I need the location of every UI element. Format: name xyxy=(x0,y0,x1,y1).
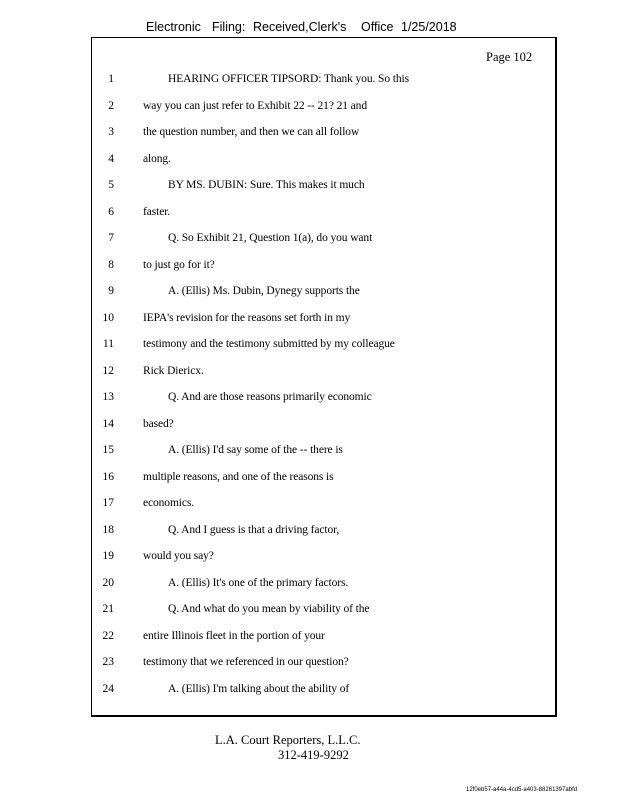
line-text: way you can just refer to Exhibit 22 -- 21? 21 and xyxy=(143,99,367,112)
line-number: 22 xyxy=(102,629,114,642)
line-text: would you say? xyxy=(143,550,214,562)
header-office: Office xyxy=(361,20,394,34)
line-number: 21 xyxy=(102,603,114,615)
transcript-line xyxy=(0,179,618,195)
transcript-line xyxy=(0,153,618,169)
line-number: 18 xyxy=(102,523,114,536)
transcript-line xyxy=(0,577,618,593)
line-number: 9 xyxy=(108,285,114,297)
transcript-line xyxy=(0,365,618,381)
line-text: entire Illinois fleet in the portion of your xyxy=(143,629,325,642)
transcript-line xyxy=(0,418,618,434)
footer-phone: 312-419-9292 xyxy=(278,748,349,762)
transcript-line xyxy=(0,603,618,619)
transcript-line xyxy=(0,285,618,301)
line-number: 19 xyxy=(102,550,114,562)
line-number: 12 xyxy=(102,364,114,377)
transcript-line xyxy=(0,497,618,513)
transcript-line xyxy=(0,338,618,354)
document-id: 12f0eb57-a44a-4cd5-a403-88261397abfd xyxy=(466,787,578,793)
line-number: 13 xyxy=(102,391,114,403)
transcript-line xyxy=(0,656,618,672)
line-number: 11 xyxy=(102,338,114,350)
footer-company: L.A. Court Reporters, L.L.C. xyxy=(215,733,361,747)
line-number: 1 xyxy=(108,73,114,85)
line-text: Q. And are those reasons primarily economic xyxy=(168,391,372,403)
line-text: Q. And I guess is that a driving factor, xyxy=(168,523,340,536)
line-number: 24 xyxy=(102,682,114,695)
transcript-line xyxy=(0,683,618,699)
line-text: A. (Ellis) It's one of the primary factors. xyxy=(168,576,349,589)
line-text: along. xyxy=(143,152,171,165)
line-text: A. (Ellis) I'm talking about the ability of xyxy=(168,682,350,695)
line-number: 2 xyxy=(108,99,114,112)
line-text: economics. xyxy=(143,497,195,509)
transcript-line xyxy=(0,312,618,328)
line-text: testimony that we referenced in our question? xyxy=(143,656,349,668)
transcript-line xyxy=(0,524,618,540)
header-filing: Filing: xyxy=(212,20,246,34)
line-text: testimony and the testimony submitted by my colleague xyxy=(143,338,395,350)
line-number: 15 xyxy=(102,444,114,456)
line-number: 6 xyxy=(108,205,114,218)
transcript-line xyxy=(0,391,618,407)
line-text: A. (Ellis) I'd say some of the -- there is xyxy=(168,444,343,456)
transcript-line xyxy=(0,550,618,566)
line-number: 17 xyxy=(102,497,114,509)
line-number: 10 xyxy=(102,311,114,324)
line-text: to just go for it? xyxy=(143,258,215,271)
line-number: 4 xyxy=(108,152,114,165)
header-date: 1/25/2018 xyxy=(401,20,457,34)
transcript-line xyxy=(0,259,618,275)
line-text: Q. And what do you mean by viability of the xyxy=(168,603,370,615)
line-number: 3 xyxy=(108,126,114,138)
line-text: based? xyxy=(143,417,174,430)
line-text: IEPA's revision for the reasons set forth in my xyxy=(143,311,351,324)
transcript-line xyxy=(0,206,618,222)
transcript-line xyxy=(0,100,618,116)
line-number: 23 xyxy=(102,656,114,668)
transcript-line xyxy=(0,444,618,460)
line-text: Q. So Exhibit 21, Question 1(a), do you want xyxy=(168,232,373,244)
header-received: Received,Clerk's xyxy=(253,20,347,34)
line-number: 7 xyxy=(108,232,114,244)
transcript-line xyxy=(0,73,618,89)
page-number: Page 102 xyxy=(486,50,533,64)
line-text: faster. xyxy=(143,205,171,218)
transcript-line xyxy=(0,471,618,487)
line-number: 16 xyxy=(102,470,114,483)
line-number: 8 xyxy=(108,258,114,271)
header-electronic: Electronic xyxy=(146,20,201,34)
line-text: BY MS. DUBIN: Sure. This makes it much xyxy=(168,179,365,191)
transcript-line xyxy=(0,630,618,646)
line-number: 5 xyxy=(108,179,114,191)
line-text: Rick Diericx. xyxy=(143,364,204,377)
line-text: multiple reasons, and one of the reasons is xyxy=(143,470,334,483)
line-text: HEARING OFFICER TIPSORD: Thank you. So this xyxy=(168,73,409,85)
line-text: A. (Ellis) Ms. Dubin, Dynegy supports the xyxy=(168,285,360,297)
transcript-line xyxy=(0,126,618,142)
transcript-line xyxy=(0,232,618,248)
line-number: 20 xyxy=(102,576,114,589)
line-number: 14 xyxy=(102,417,114,430)
line-text: the question number, and then we can all follow xyxy=(143,126,360,138)
